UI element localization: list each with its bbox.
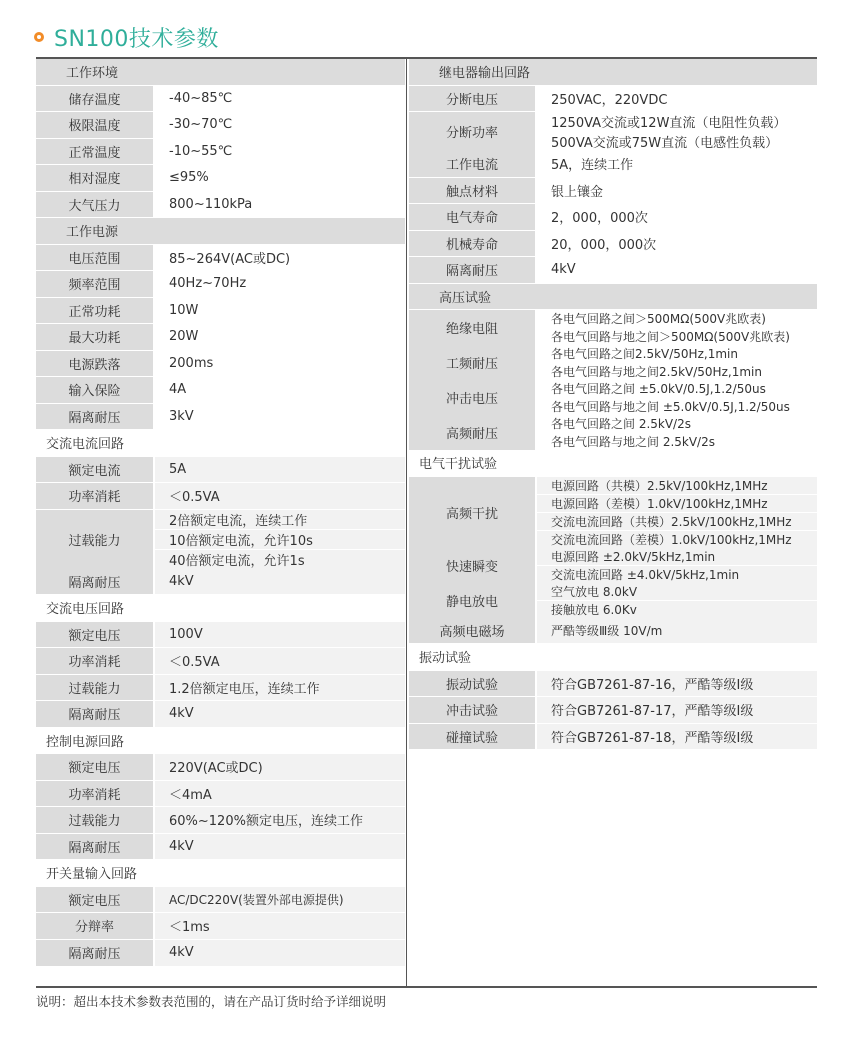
row-label: 额定电压 bbox=[36, 887, 155, 913]
row-value: 40倍额定电流，允许1s bbox=[155, 550, 405, 569]
row-value: 各电气回路与地之间 2.5kV/2s bbox=[537, 433, 817, 450]
footnote: 说明：超出本技术参数表范围的，请在产品订货时给予详细说明 bbox=[36, 994, 387, 1009]
table-row bbox=[36, 887, 405, 914]
table-row-group bbox=[36, 510, 405, 569]
row-label: 冲击试验 bbox=[409, 697, 537, 723]
row-value: 各电气回路与地之间＞500MΩ(500V兆欧表) bbox=[537, 328, 817, 345]
row-label: 功率消耗 bbox=[36, 648, 155, 674]
left-column bbox=[36, 59, 405, 986]
row-label: 储存温度 bbox=[36, 86, 155, 112]
row-value: ＜4mA bbox=[155, 781, 405, 807]
table-row bbox=[36, 754, 405, 781]
table-row bbox=[409, 178, 817, 205]
row-label: 振动试验 bbox=[409, 671, 537, 697]
row-value: 10倍额定电流，允许10s bbox=[155, 530, 405, 550]
row-label: 隔离耐压 bbox=[36, 404, 155, 430]
row-value: ≤95% bbox=[155, 165, 405, 191]
table-row bbox=[36, 701, 405, 728]
row-value: 各电气回路之间 2.5kV/2s bbox=[537, 415, 817, 433]
row-label: 频率范围 bbox=[36, 271, 155, 297]
row-value: 交流电流回路（共模）2.5kV/100kHz,1MHz bbox=[537, 513, 817, 531]
row-value: 4kV bbox=[537, 257, 817, 283]
row-value: 严酷等级Ⅲ级 10V/m bbox=[537, 618, 817, 644]
row-label: 冲击电压 bbox=[409, 380, 537, 415]
table-row-group bbox=[409, 112, 817, 151]
row-label: 高频耐压 bbox=[409, 415, 537, 450]
table-row bbox=[36, 483, 405, 510]
table-row bbox=[36, 569, 405, 596]
table-row bbox=[409, 724, 817, 751]
table-row bbox=[409, 257, 817, 284]
row-value: 各电气回路之间 ±5.0kV/0.5J,1.2/50us bbox=[537, 380, 817, 398]
row-label: 机械寿命 bbox=[409, 231, 537, 257]
row-label: 分辩率 bbox=[36, 913, 155, 939]
section-heading: 高压试验 bbox=[409, 284, 817, 311]
row-value: 10W bbox=[155, 298, 405, 324]
row-value: ＜0.5VA bbox=[155, 483, 405, 509]
row-value: 20W bbox=[155, 324, 405, 350]
row-value: 银上镶金 bbox=[537, 178, 817, 204]
empty-area bbox=[409, 750, 817, 986]
row-label: 功率消耗 bbox=[36, 483, 155, 509]
row-value: 4kV bbox=[155, 940, 405, 967]
row-value: ＜1ms bbox=[155, 913, 405, 939]
row-value: 60%~120%额定电压，连续工作 bbox=[155, 807, 405, 833]
row-value: 800~110kPa bbox=[155, 192, 405, 218]
row-value: 250VAC，220VDC bbox=[537, 86, 817, 112]
table-row-group bbox=[409, 345, 817, 380]
row-label: 电源跌落 bbox=[36, 351, 155, 377]
table-row bbox=[36, 112, 405, 139]
row-label: 工作电流 bbox=[409, 151, 537, 177]
row-value: 各电气回路与地之间2.5kV/50Hz,1min bbox=[537, 363, 817, 380]
section-heading: 工作电源 bbox=[36, 218, 405, 245]
row-value: 交流电流回路（差模）1.0kV/100kHz,1MHz bbox=[537, 531, 817, 548]
row-label: 隔离耐压 bbox=[409, 257, 537, 283]
row-value: 4A bbox=[155, 377, 405, 403]
table-row bbox=[36, 457, 405, 484]
row-value: 符合GB7261-87-18，严酷等级Ⅰ级 bbox=[537, 724, 817, 750]
row-label: 触点材料 bbox=[409, 178, 537, 204]
section-heading: 交流电流回路 bbox=[36, 430, 405, 457]
row-label: 分断功率 bbox=[409, 112, 537, 151]
row-value: 1250VA交流或12W直流（电阻性负载） bbox=[537, 112, 817, 132]
table-row bbox=[36, 913, 405, 940]
row-value: 2倍额定电流，连续工作 bbox=[155, 510, 405, 530]
table-row-group bbox=[409, 583, 817, 618]
section-heading: 交流电压回路 bbox=[36, 595, 405, 622]
table-row-group bbox=[409, 548, 817, 583]
section-heading: 开关量输入回路 bbox=[36, 860, 405, 887]
row-label: 大气压力 bbox=[36, 192, 155, 218]
row-value: 空气放电 8.0kV bbox=[537, 583, 817, 601]
section-heading: 电气干扰试验 bbox=[409, 450, 817, 477]
row-label: 过载能力 bbox=[36, 510, 155, 569]
row-value: 2，000，000次 bbox=[537, 204, 817, 230]
row-label: 工频耐压 bbox=[409, 345, 537, 380]
row-value: 4kV bbox=[155, 569, 405, 595]
row-value: 220V(AC或DC) bbox=[155, 754, 405, 780]
row-value: 电源回路（差模）1.0kV/100kHz,1MHz bbox=[537, 495, 817, 513]
row-value: ＜0.5VA bbox=[155, 648, 405, 674]
table-row bbox=[409, 618, 817, 645]
section-heading: 工作环境 bbox=[36, 59, 405, 86]
row-value: 各电气回路之间＞500MΩ(500V兆欧表) bbox=[537, 310, 817, 328]
table-row bbox=[409, 151, 817, 178]
row-label: 极限温度 bbox=[36, 112, 155, 138]
table-row bbox=[36, 86, 405, 113]
row-value: 4kV bbox=[155, 701, 405, 727]
row-value: AC/DC220V(装置外部电源提供) bbox=[155, 887, 405, 913]
row-label: 隔离耐压 bbox=[36, 940, 155, 967]
row-value: 接触放电 6.0Kv bbox=[537, 601, 817, 618]
row-label: 功率消耗 bbox=[36, 781, 155, 807]
table-row bbox=[36, 245, 405, 272]
table-row bbox=[36, 404, 405, 431]
row-value: 85~264V(AC或DC) bbox=[155, 245, 405, 271]
row-label: 电气寿命 bbox=[409, 204, 537, 230]
row-label: 高频干扰 bbox=[409, 477, 537, 548]
table-row bbox=[409, 671, 817, 698]
row-label: 隔离耐压 bbox=[36, 834, 155, 860]
row-label: 隔离耐压 bbox=[36, 569, 155, 595]
section-heading: 继电器输出回路 bbox=[409, 59, 817, 86]
row-value: 电源回路 ±2.0kV/5kHz,1min bbox=[537, 548, 817, 566]
table-row bbox=[36, 324, 405, 351]
row-label: 过载能力 bbox=[36, 807, 155, 833]
row-value: 电源回路（共模）2.5kV/100kHz,1MHz bbox=[537, 477, 817, 495]
row-label: 分断电压 bbox=[409, 86, 537, 112]
row-label: 额定电压 bbox=[36, 754, 155, 780]
row-value: 5A bbox=[155, 457, 405, 483]
row-value: 40Hz~70Hz bbox=[155, 271, 405, 297]
right-column bbox=[409, 59, 817, 986]
row-label: 高频电磁场 bbox=[409, 618, 537, 644]
page-title bbox=[34, 20, 219, 54]
table-row bbox=[409, 697, 817, 724]
section-heading: 振动试验 bbox=[409, 644, 817, 671]
table-row bbox=[409, 231, 817, 258]
table-row bbox=[36, 351, 405, 378]
table-row bbox=[36, 271, 405, 298]
row-value: 200ms bbox=[155, 351, 405, 377]
table-row bbox=[36, 377, 405, 404]
row-value: 符合GB7261-87-17，严酷等级Ⅰ级 bbox=[537, 697, 817, 723]
table-row-group bbox=[409, 415, 817, 450]
table-row-group bbox=[409, 380, 817, 415]
table-row bbox=[36, 675, 405, 702]
row-label: 额定电压 bbox=[36, 622, 155, 648]
row-label: 过载能力 bbox=[36, 675, 155, 701]
row-value: 各电气回路之间2.5kV/50Hz,1min bbox=[537, 345, 817, 363]
table-row-group bbox=[409, 477, 817, 548]
row-label: 碰撞试验 bbox=[409, 724, 537, 750]
row-value: 1.2倍额定电压，连续工作 bbox=[155, 675, 405, 701]
row-label: 绝缘电阻 bbox=[409, 310, 537, 345]
row-value: -10~55℃ bbox=[155, 139, 405, 165]
table-row bbox=[36, 781, 405, 808]
table-row bbox=[36, 298, 405, 325]
row-label: 正常功耗 bbox=[36, 298, 155, 324]
table-row bbox=[36, 648, 405, 675]
row-value: 交流电流回路 ±4.0kV/5kHz,1min bbox=[537, 566, 817, 583]
table-row bbox=[409, 204, 817, 231]
row-value: 5A，连续工作 bbox=[537, 151, 817, 177]
row-label: 最大功耗 bbox=[36, 324, 155, 350]
row-label: 静电放电 bbox=[409, 583, 537, 618]
table-row bbox=[36, 192, 405, 219]
table-row bbox=[36, 834, 405, 861]
row-value: 100V bbox=[155, 622, 405, 648]
table-row-group bbox=[409, 310, 817, 345]
row-label: 额定电流 bbox=[36, 457, 155, 483]
row-value: -30~70℃ bbox=[155, 112, 405, 138]
table-row bbox=[36, 165, 405, 192]
row-value: 各电气回路与地之间 ±5.0kV/0.5J,1.2/50us bbox=[537, 398, 817, 415]
table-row bbox=[409, 86, 817, 113]
row-value: 3kV bbox=[155, 404, 405, 430]
table-row bbox=[36, 940, 405, 967]
row-value: -40~85℃ bbox=[155, 86, 405, 112]
row-label: 输入保险 bbox=[36, 377, 155, 403]
spec-table bbox=[36, 57, 817, 988]
section-heading: 控制电源回路 bbox=[36, 728, 405, 755]
row-value: 20，000，000次 bbox=[537, 231, 817, 257]
row-label: 隔离耐压 bbox=[36, 701, 155, 727]
table-row bbox=[36, 139, 405, 166]
row-label: 快速瞬变 bbox=[409, 548, 537, 583]
table-row bbox=[36, 622, 405, 649]
title-text: SN100技术参数 bbox=[54, 26, 219, 52]
row-value: 4kV bbox=[155, 834, 405, 860]
row-label: 正常温度 bbox=[36, 139, 155, 165]
bullet-icon bbox=[34, 32, 44, 42]
row-value: 符合GB7261-87-16，严酷等级Ⅰ级 bbox=[537, 671, 817, 697]
row-label: 电压范围 bbox=[36, 245, 155, 271]
row-label: 相对湿度 bbox=[36, 165, 155, 191]
table-row bbox=[36, 807, 405, 834]
column-divider bbox=[406, 59, 407, 986]
row-value: 500VA交流或75W直流（电感性负载） bbox=[537, 132, 817, 151]
